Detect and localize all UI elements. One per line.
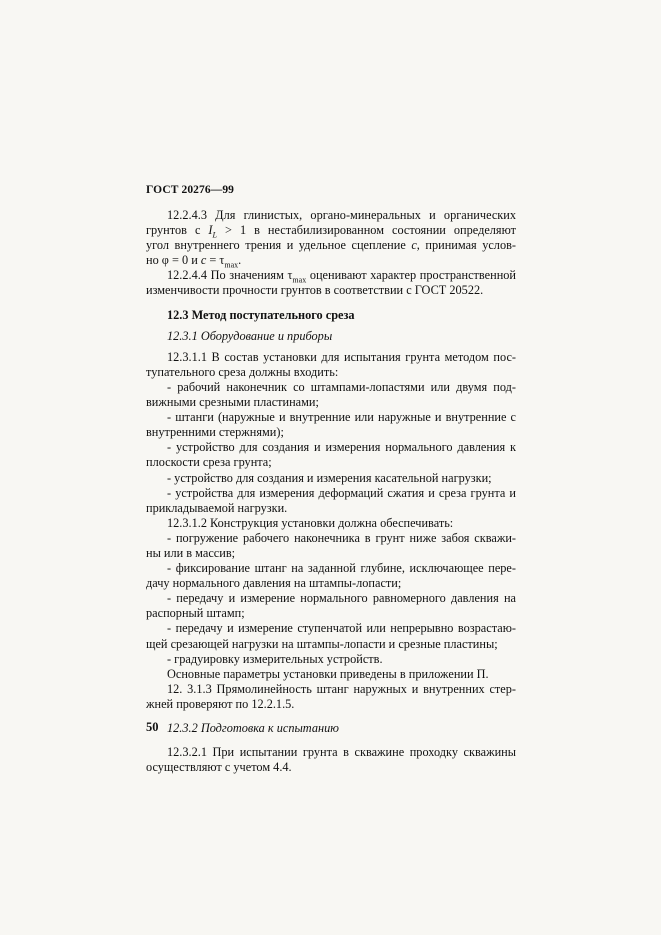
paragraph-main-parameters: Основные параметры установки приведены в приложении П. — [167, 666, 489, 681]
text-line: грунтов с $I_L > 1$ в нестабилизированном состоянии определяют — [146, 223, 516, 240]
paragraph-12-3-1-1 — [146, 350, 516, 516]
text-line: прикладываемой нагрузки. — [146, 500, 288, 515]
list-item: - устройства для измерения деформаций сжатия и среза грунта и — [167, 485, 516, 500]
list-item: - штанги (наружные и внутренние или наружные и внутренние с — [167, 410, 516, 425]
text-line: плоскости среза грунта; — [146, 455, 272, 470]
list-item: - рабочий наконечник со штампами-лопастями или двумя под- — [167, 379, 516, 394]
list-item: - устройство для создания и измерения касательной нагрузки; — [167, 470, 492, 485]
paragraph-12-3-1-3 — [146, 682, 516, 712]
paragraph-12-2-4-4 — [146, 268, 516, 298]
text-line: внутренними стержнями); — [146, 425, 284, 440]
text-line: ны или в массив; — [146, 545, 236, 560]
text-line: 12. 3.1.3 Прямолинейность штанг наружных и внутренних стер- — [167, 681, 516, 696]
text-line: дачу нормального давления на штампы-лопасти; — [146, 576, 402, 591]
document-code: ГОСТ 20276—99 — [146, 184, 235, 196]
text-line: осуществляют с учетом 4.4. — [146, 760, 292, 775]
text-line: 12.3.1.2 Конструкция установки должна обеспечивать: — [167, 515, 454, 530]
text-line: 12.2.4.4 По значениям $\tau_{max}$ оценивают характер пространственной — [167, 268, 517, 285]
text-line: жней проверяют по 12.2.1.5. — [146, 696, 295, 711]
text-line: но φ = 0 и $с = \tau_{max}$. — [146, 253, 242, 270]
section-heading-12-3: 12.3 Метод поступательного среза — [167, 307, 355, 322]
subsection-heading-12-3-1: 12.3.1 Оборудование и приборы — [167, 328, 333, 343]
text-line: тупательного среза должны входить: — [146, 364, 339, 379]
text-line: вижными срезными пластинами; — [146, 395, 319, 410]
paragraph-12-2-4-3 — [146, 208, 516, 268]
list-item: - передачу и измерение ступенчатой или непрерывно возрастаю- — [167, 621, 516, 636]
list-item: - устройство для создания и измерения нормального давления к — [167, 440, 516, 455]
text-line: изменчивости прочности грунтов в соответствии с ГОСТ 20522. — [146, 283, 484, 298]
list-item: - погружение рабочего наконечника в грунт ниже забоя скважи- — [167, 530, 516, 545]
text-line: распорный штамп; — [146, 606, 245, 621]
text-line: 12.2.4.3 Для глинистых, органо-минеральных и органических — [167, 208, 516, 222]
text-line: щей срезающей нагрузки на штампы-лопасти и срезные пластины; — [146, 636, 498, 651]
list-item: - градуировку измерительных устройств. — [167, 651, 383, 666]
subsection-heading-12-3-2: 12.3.2 Подготовка к испытанию — [167, 721, 339, 735]
list-item: - передачу и измерение нормального равномерного давления на — [167, 591, 516, 606]
page-content — [146, 208, 516, 775]
paragraph-12-3-2-1 — [146, 745, 516, 775]
text-line: угол внутреннего трения и удельное сцепление с, принимая услов- — [146, 238, 516, 253]
list-item: - фиксирование штанг на заданной глубине, исключающее пере- — [167, 561, 516, 576]
text-line: 12.3.2.1 При испытании грунта в скважине проходку скважины — [167, 745, 516, 760]
page-number: 50 — [146, 720, 159, 734]
text-line: 12.3.1.1 В состав установки для испытания грунта методом пос- — [167, 349, 516, 364]
paragraph-12-3-1-2 — [146, 516, 516, 667]
